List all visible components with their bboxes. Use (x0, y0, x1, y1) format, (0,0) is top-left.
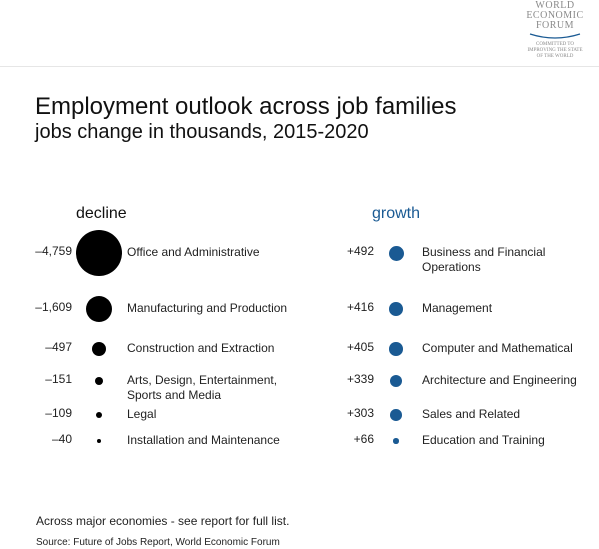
decline-category-label: Installation and Maintenance (127, 433, 280, 447)
growth-bubble (390, 409, 402, 421)
logo-tagline-3: OF THE WORLD (536, 54, 574, 59)
decline-category-label: Legal (127, 407, 157, 421)
growth-category-label: Architecture and Engineering (422, 373, 577, 387)
growth-category-label: Education and Training (422, 433, 545, 447)
logo-tagline-2: IMPROVING THE STATE (527, 48, 583, 53)
growth-value-label: +66 (353, 432, 374, 446)
source-note: Source: Future of Jobs Report, World Economic Forum (36, 537, 280, 548)
decline-bubble (96, 412, 103, 419)
chart-title: Employment outlook across job families (35, 93, 457, 120)
decline-value-label: –151 (45, 372, 72, 386)
decline-value-label: –40 (51, 432, 72, 446)
logo-arc-icon (528, 32, 582, 42)
header-band (0, 0, 599, 67)
logo-line-3: FORUM (535, 20, 575, 31)
logo-line-2: ECONOMIC (526, 10, 584, 21)
growth-heading: growth (372, 205, 421, 222)
growth-bubble (389, 302, 403, 316)
wef-logo (520, 0, 590, 62)
growth-bubble (390, 375, 402, 387)
growth-value-label: +303 (346, 406, 374, 420)
growth-value-label: +492 (346, 244, 374, 258)
decline-bubble (76, 230, 122, 276)
footnote: Across major economies - see report for full list. (36, 514, 290, 528)
decline-heading: decline (76, 205, 127, 222)
growth-category-label: Business and Financial Operations (422, 245, 546, 274)
logo-line-1: WORLD (535, 0, 575, 11)
decline-bubble (92, 342, 107, 357)
decline-bubble (97, 439, 101, 443)
decline-category-label: Manufacturing and Production (127, 301, 288, 315)
growth-bubble (389, 246, 404, 261)
logo-tagline-1: COMMITTED TO (535, 42, 574, 47)
decline-category-label: Office and Administrative (127, 245, 260, 259)
growth-category-label: Computer and Mathematical (422, 341, 573, 355)
decline-category-label: Arts, Design, Entertainment, Sports and Media (127, 373, 278, 402)
decline-bubble (86, 296, 113, 323)
decline-value-label: –4,759 (35, 244, 72, 258)
growth-category-label: Management (422, 301, 493, 315)
decline-value-label: –109 (45, 406, 72, 420)
decline-bubble (95, 377, 103, 385)
growth-value-label: +339 (346, 372, 374, 386)
decline-value-label: –497 (45, 340, 72, 354)
growth-bubble (389, 342, 403, 356)
growth-category-label: Sales and Related (422, 407, 521, 421)
decline-category-label: Construction and Extraction (127, 341, 275, 355)
growth-bubble (393, 438, 398, 443)
chart-subtitle: jobs change in thousands, 2015-2020 (35, 121, 369, 143)
decline-value-label: –1,609 (35, 300, 72, 314)
growth-value-label: +405 (346, 340, 374, 354)
growth-value-label: +416 (346, 300, 374, 314)
